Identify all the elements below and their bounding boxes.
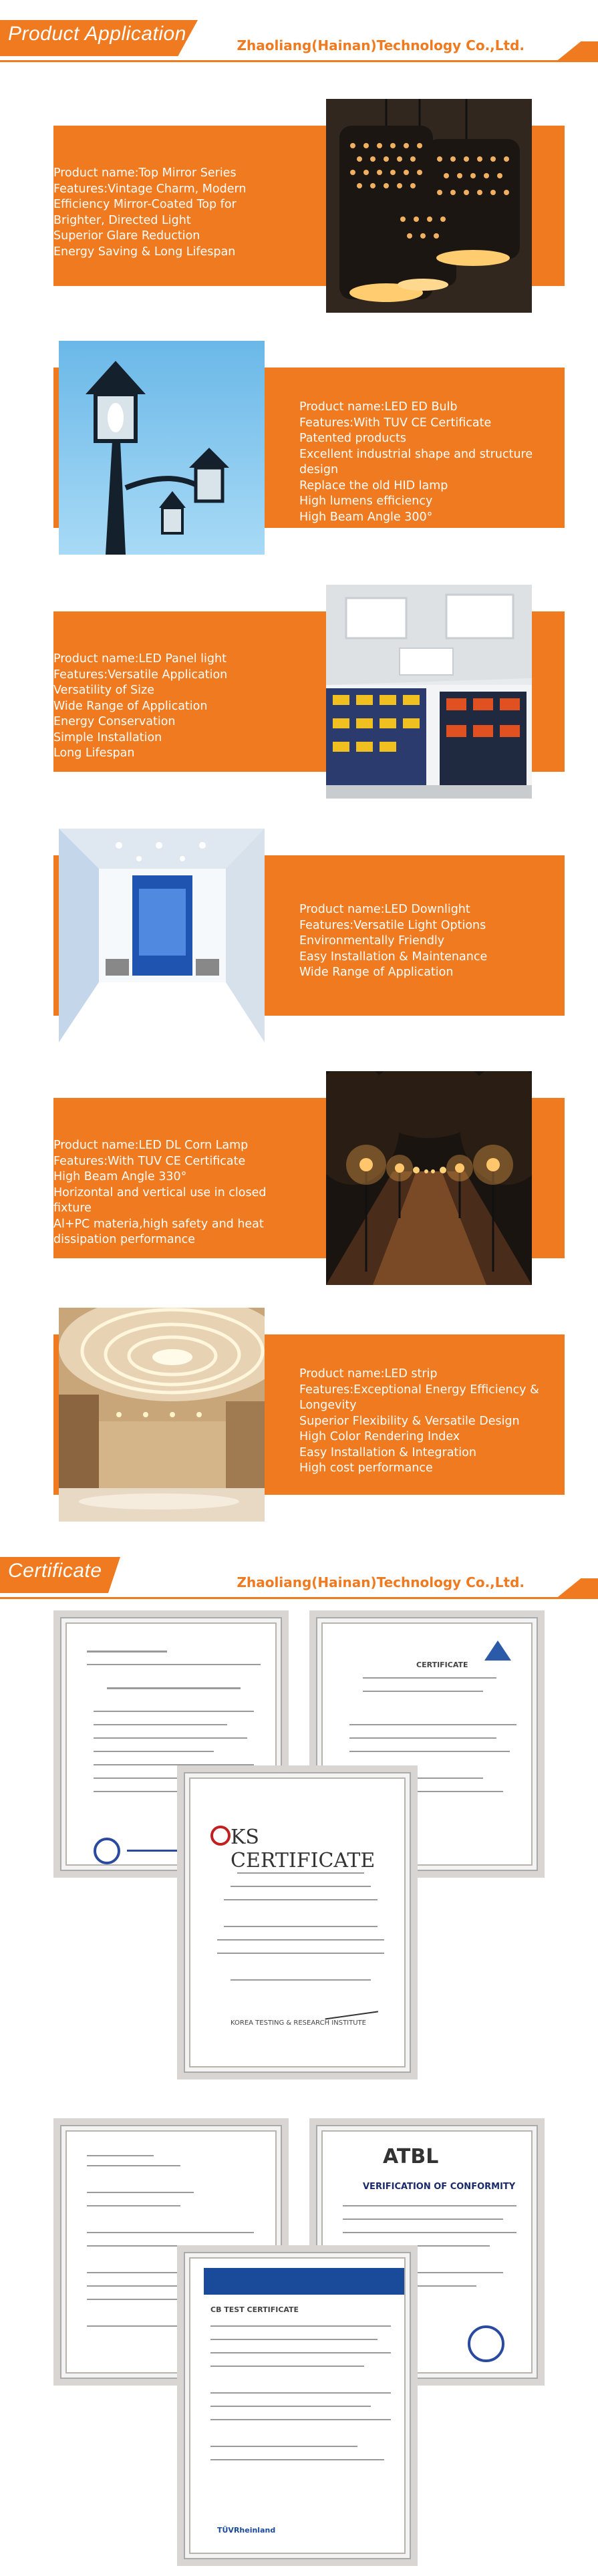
park-path-lamps-photo	[326, 1071, 532, 1285]
decorative-slash	[555, 1578, 598, 1599]
product-card	[0, 585, 598, 799]
store-panel-light-photo	[326, 585, 532, 799]
company-name: Zhaoliang(Hainan)Technology Co.,Ltd.	[237, 1574, 525, 1590]
seal-icon	[468, 2325, 504, 2362]
product-card	[0, 1308, 598, 1522]
divider	[0, 60, 598, 62]
section-title: Certificate	[8, 1560, 102, 1582]
product-card	[0, 99, 598, 313]
company-name: Zhaoliang(Hainan)Technology Co.,Ltd.	[237, 37, 525, 53]
certificate-section-header	[0, 1537, 598, 1597]
product-description: Product name:LED strip Features:Exceptional Energy Efficiency & Longevity Superior Flexibility & Versatile Design High Color Rendering Index Easy Installation & Integration High cost performance	[299, 1367, 539, 1475]
product-section-header	[0, 0, 598, 60]
iec-banner	[204, 2268, 404, 2295]
certificate-cb: CB TEST CERTIFICATE TÜVRheinland	[177, 2245, 418, 2566]
certificate-atbl: ATBL VERIFICATION OF CONFORMITY	[309, 2118, 545, 2386]
product-description: Product name:LED DL Corn Lamp Features:With TUV CE Certificate High Beam Angle 330° Horizontal and vertical use in closed fixture Al+PC materia,high safety and heat dissipation performance	[53, 1139, 267, 1246]
product-card	[0, 829, 598, 1042]
product-card	[0, 341, 598, 555]
tuv-logo-icon	[484, 1640, 511, 1661]
certificate-ce: CERTIFICATE	[309, 1610, 545, 1878]
signature	[323, 1999, 378, 2020]
section-title: Product Application	[8, 23, 186, 45]
product-description: Product name:Top Mirror Series Features:Vintage Charm, Modern Efficiency Mirror-Coated Top for Brighter, Directed Light Superior Glare Reduction Energy Saving & Long Lifespan	[53, 166, 247, 259]
certificate-ks: KS CERTIFICATE KOREA TESTING & RESEARCH INSTITUTE	[177, 1765, 418, 2080]
product-card	[0, 1071, 598, 1285]
seal-icon	[94, 1838, 120, 1864]
street-lamp-photo	[59, 341, 265, 555]
lobby-led-strip-photo	[59, 1308, 265, 1522]
product-description: Product name:LED ED Bulb Features:With TUV CE Certificate Patented products Excellent industrial shape and structure design Replace the old HID lamp High lumens efficiency High Beam Angle 300°	[299, 400, 533, 524]
pendant-lamp-photo	[326, 99, 532, 313]
product-description: Product name:LED Downlight Features:Versatile Light Options Environmentally Friendly Easy Installation & Maintenance Wide Range of Application	[299, 903, 488, 979]
office-downlight-photo	[59, 829, 265, 1042]
decorative-slash	[555, 41, 598, 62]
divider	[0, 1597, 598, 1599]
product-description: Product name:LED Panel light Features:Versatile Application Versatility of Size Wide Range of Application Energy Conservation Simple Installation Long Lifespan	[53, 652, 228, 760]
ks-logo-icon	[210, 1826, 231, 1846]
